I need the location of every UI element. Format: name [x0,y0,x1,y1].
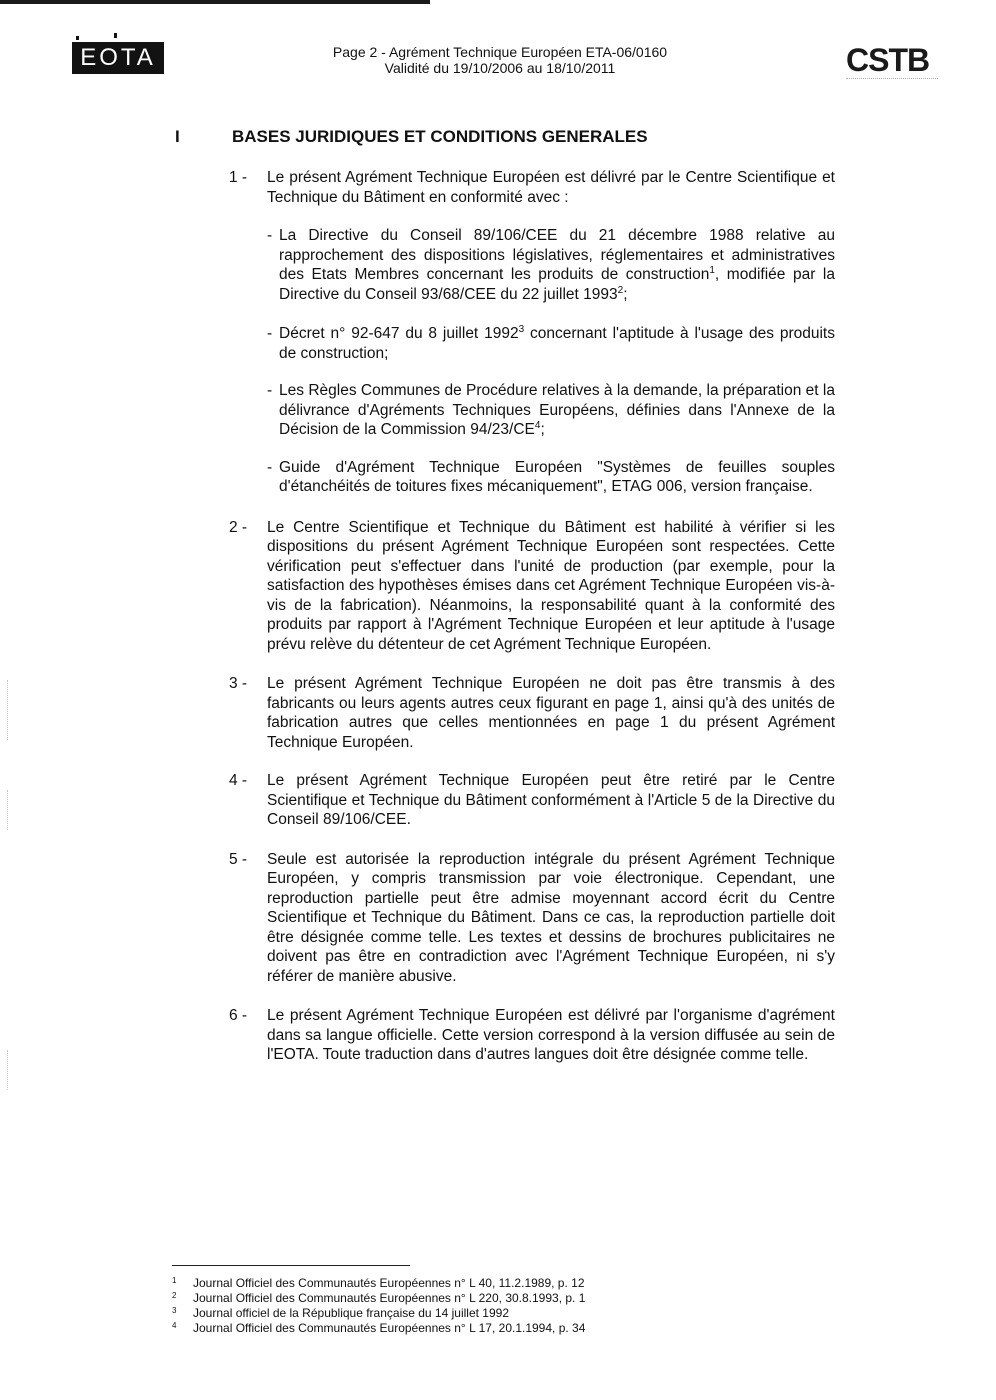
footnote [172,1291,792,1306]
sub-list-item [267,381,835,440]
top-rule [0,0,430,4]
sub-item-text-part: ; [540,421,545,438]
item-number: 4 - [229,772,248,789]
scan-margin-marks [7,790,11,830]
footnote-ref: 4 [534,419,541,431]
footnotes [172,1276,792,1336]
dash-bullet: - [267,382,273,399]
item-text: Le Centre Scientifique et Technique du Bâtiment est habilité à vérifier si les dispositions du présent Agrément Technique Européen sont respectées. Cette vérification peut s'effectuer dans l'unité de production (par exemple, pour la satisfaction des hypothèses émises dans cet Agrément Technique Européen vis-à-vis de la fabrication). Néanmoins, la responsabilité quant à la conformité des produits par rapport à l'Agrément Technique Européen et leur aptitude à l'usage prévu relève du détenteur de cet Agrément Technique Européen. [267,518,835,653]
header-line-page: Page 2 - Agrément Technique Européen ETA-06/0160 [332,44,668,60]
footnote-text: Journal Officiel des Communautés Européennes n° L 40, 11.2.1989, p. 12 [193,1276,585,1290]
list-item [229,168,835,497]
sub-item-text: Guide d'Agrément Technique Européen "Systèmes de feuilles souples d'étanchéités de toitures fixes mécaniquement", ETAG 006, version française. [279,458,835,495]
footnote-text: Journal Officiel des Communautés Européennes n° L 17, 20.1.1994, p. 34 [193,1321,586,1335]
eota-logo-text: EOTA [80,44,156,71]
eota-logo [72,42,164,74]
footnote-ref: 2 [617,284,624,296]
sub-list-item [267,458,835,497]
header-line-validity: Validité du 19/10/2006 au 18/10/2011 [384,60,616,76]
sub-item-text-part: , modifiée par la Directive du Conseil 93/68/CEE du 22 juillet 1993 [279,266,835,303]
sub-item-text [279,381,835,440]
dash-bullet: - [267,227,273,244]
item-number: 2 - [229,518,248,536]
footnote-number: 3 [172,1306,177,1315]
item-number: 1 - [229,169,248,186]
item-number: 5 - [229,850,248,868]
sub-item-text-part: La Directive du Conseil 89/106/CEE du 21 décembre 1988 relative au rapprochement des dispositions législatives, réglementaires et administratives des Etats Membres concernant les produits de construction [279,227,835,283]
footnote [172,1276,792,1291]
sub-item-text [279,324,835,363]
document-body [229,168,835,1065]
footnote-separator [172,1265,410,1266]
cstb-logo-tagline [846,78,938,82]
item-text: Seule est autorisée la reproduction intégrale du présent Agrément Technique Européen, y compris transmission par voie électronique. Cependant, une reproduction partielle peut être admise moyennant accord écrit du Centre Scientifique et Technique du Bâtiment. Dans ce cas, la reproduction partielle doit être désignée comme telle. Les textes et dessins de brochures publicitaires ne doivent pas être en contradiction avec l'Agrément Technique Européen, ni s'y référer de manière abusive. [267,850,835,985]
sub-item-text-part: Décret n° 92-647 du 8 juillet 1992 [279,325,519,342]
footnote-ref: 3 [518,323,525,335]
item-text: Le présent Agrément Technique Européen est délivré par le Centre Scientifique et Technique du Bâtiment en conformité avec : [267,169,835,206]
footnote [172,1321,792,1336]
list-item [229,518,835,655]
sub-list-item [267,324,835,363]
eota-logo-mark [76,36,79,40]
item-number: 3 - [229,675,248,692]
footnote-text: Journal Officiel des Communautés Européennes n° L 220, 30.8.1993, p. 1 [193,1291,586,1305]
sub-item-text-part: concernant l'aptitude à l'usage des produits de construction; [279,325,835,362]
footnote-number: 1 [172,1276,177,1285]
list-item [229,850,835,987]
item-text: Le présent Agrément Technique Européen ne doit pas être transmis à des fabricants ou leurs agents autres ceux figurant en page 1, ainsi qu'à des unités de fabrication autres que celles mentionnées en page 1 du présent Agrément Technique Européen. [267,675,835,751]
cstb-logo: CSTB [846,42,930,78]
sub-list-item [267,226,835,304]
eota-logo-mark [114,33,117,38]
section-title: BASES JURIDIQUES ET CONDITIONS GENERALES [232,127,648,146]
sub-item-text [279,226,835,304]
footnote-number: 4 [172,1321,177,1330]
page-header [300,44,700,76]
item-text: Le présent Agrément Technique Européen est délivré par l'organisme d'agrément dans sa langue officielle. Cette version correspond à la version diffusée au sein de l'EOTA. Toute traduction dans d'autres langues doit être désignée comme telle. [267,1007,835,1063]
sub-item-text-part: Les Règles Communes de Procédure relatives à la demande, la préparation et la délivrance d'Agréments Techniques Européens, définies dans l'Annexe de la Décision de la Commission 94/23/CE [279,382,835,438]
dash-bullet: - [267,325,273,342]
dash-bullet: - [267,458,273,476]
footnote [172,1306,792,1321]
section-number: I [175,127,180,146]
footnote-number: 2 [172,1291,177,1300]
scan-margin-marks [7,680,11,740]
list-item [229,1006,835,1065]
list-item [229,771,835,830]
footnote-text: Journal officiel de la République française du 14 juillet 1992 [193,1306,509,1320]
item-number: 6 - [229,1007,248,1024]
scan-margin-marks [7,1050,11,1090]
item-text: Le présent Agrément Technique Européen peut être retiré par le Centre Scientifique et Technique du Bâtiment conformément à l'Article 5 de la Directive du Conseil 89/106/CEE. [267,772,835,828]
sub-item-text-part: ; [623,285,628,303]
list-item [229,674,835,752]
footnote-ref: 1 [709,264,715,276]
